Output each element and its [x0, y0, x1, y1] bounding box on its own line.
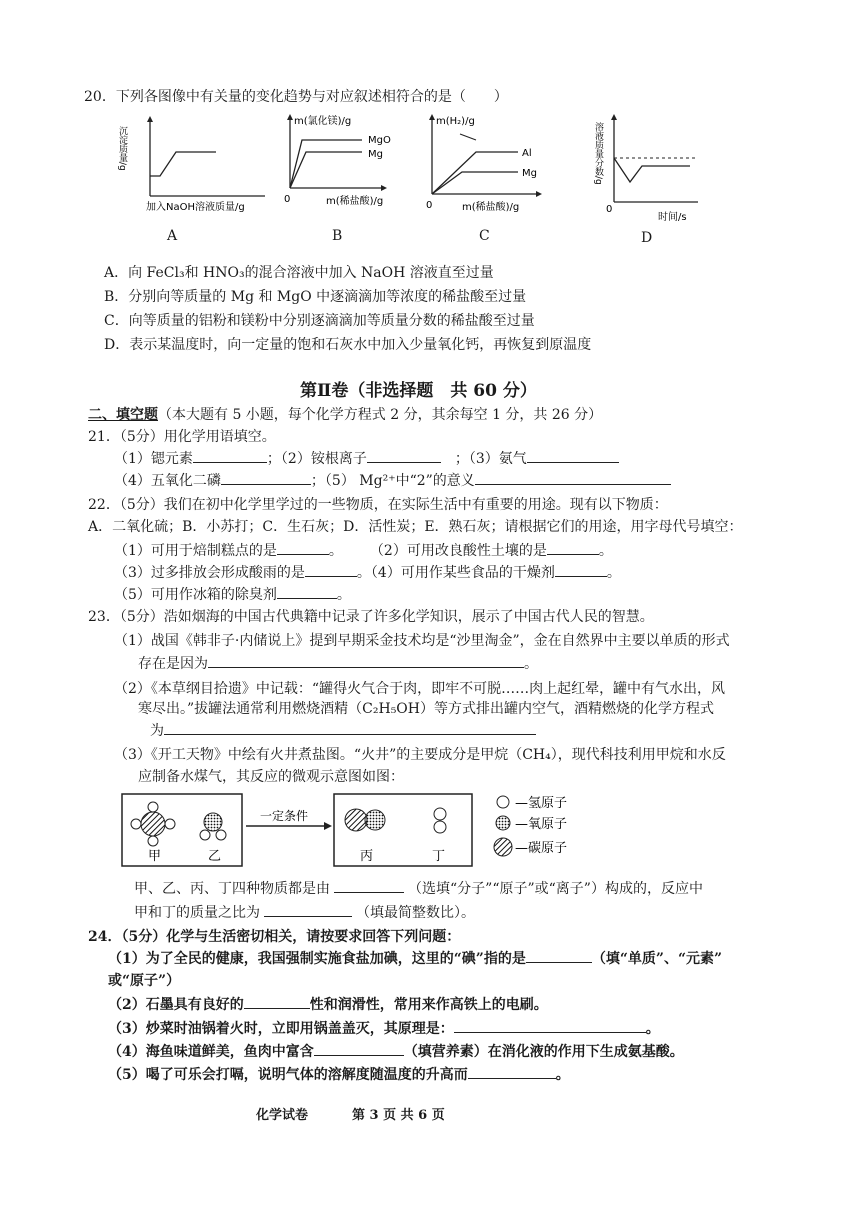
- q24-blank3[interactable]: [454, 1032, 646, 1033]
- q21-item3: ；（3）氨气: [454, 451, 527, 467]
- legend-carbon: —碳原子: [515, 841, 568, 856]
- section2-heading: [88, 404, 602, 424]
- q23-p1b: 存在是因为 。: [138, 656, 538, 672]
- graph-c-label: C: [479, 228, 490, 244]
- footer-subject: 化学试卷: [256, 1108, 309, 1123]
- q24-blank4[interactable]: [314, 1055, 404, 1056]
- q24-item4b: （填营养素）在消化液的作用下生成氨基酸。: [403, 1044, 684, 1060]
- graph-b-origin: 0: [284, 194, 291, 205]
- q23-q1a: 甲、乙、丙、丁四种物质都是由: [134, 881, 330, 897]
- q20-option-b: B．分别向等质量的 Mg 和 MgO 中逐滴滴加等浓度的稀盐酸至过量: [104, 289, 527, 305]
- graph-d-origin: 0: [606, 204, 613, 215]
- graph-a-ylabel: 沉淀质量/g: [117, 126, 127, 171]
- q23-q2a: 甲和丁的质量之比为: [134, 905, 260, 921]
- graph-d-ylabel: 溶液质量分数/g: [593, 122, 603, 185]
- q22-item1: （1）可用于焙制糕点的是: [114, 543, 277, 559]
- graph-a-xlabel: 加入NaOH溶液质量/g: [146, 202, 245, 213]
- q24-line1: [108, 948, 722, 968]
- q20-option-d: D．表示某温度时，向一定量的饱和石灰水中加入少量氧化钙，再恢复到原温度: [104, 337, 592, 353]
- footer-page: 第 3 页 共 6 页: [352, 1108, 445, 1123]
- q20-option-a: A．向 FeCl₃和 HNO₃的混合溶液中加入 NaOH 溶液直至过量: [104, 265, 494, 281]
- q23-blank3[interactable]: [334, 892, 404, 893]
- q21-line2: [114, 470, 671, 490]
- q22-blank4[interactable]: [555, 576, 607, 577]
- graph-b-xlabel: m(稀盐酸)/g: [326, 196, 384, 207]
- q24-item4: （4）海鱼味道鲜美，鱼肉中富含: [108, 1044, 314, 1060]
- q24-blank2[interactable]: [244, 1008, 310, 1009]
- q23-q2b: （填最简整数比）。: [356, 905, 475, 921]
- q24-item2: （2）石墨具有良好的: [108, 997, 244, 1013]
- q24-item3b: 。: [645, 1021, 660, 1037]
- section2-desc: （本大题有 5 小题，每个化学方程式 2 分，其余每空 1 分，共 26 分）: [158, 407, 603, 423]
- reaction-diagram: [120, 790, 610, 880]
- q23-p2a: （2）《本草纲目拾遗》中记载：“罐得火气合于肉，即牢不可脱……肉上起红晕，罐中有气水出，风: [114, 681, 726, 697]
- q24-stem: 24．（5分）化学与生活密切相关，请按要求回答下列问题：: [88, 929, 461, 945]
- q24-item1: （1）为了全民的健康，我国强制实施食盐加碘，这里的“碘”指的是: [108, 951, 526, 967]
- graph-b-ylabel: m(氯化镁)/g: [294, 116, 352, 127]
- q21-item5: ；（5） Mg²⁺中“2”的意义: [310, 473, 475, 489]
- h2-molecule: [434, 808, 446, 833]
- q23-blank2[interactable]: [164, 734, 536, 735]
- graph-b-line2: Mg: [368, 149, 383, 160]
- q20-stem: 20．下列各图像中有关量的变化趋势与对应叙述相符合的是（ ）: [84, 89, 508, 105]
- q24-item5: （5）喝了可乐会打嗝，说明气体的溶解度随温度的升高而: [108, 1067, 468, 1083]
- graph-c: [422, 112, 552, 217]
- q22-blank1[interactable]: [277, 554, 329, 555]
- q20-option-c: C．向等质量的铝粉和镁粉中分别逐滴滴加等质量分数的稀盐酸至过量: [104, 313, 535, 329]
- q23-q2: [134, 902, 475, 922]
- q21-blank2[interactable]: [367, 462, 441, 463]
- q24-item1b: （填“单质”、“元素”: [591, 951, 723, 967]
- q22-line3: （5）可用作冰箱的除臭剂 。: [114, 587, 351, 603]
- graph-d-xlabel: 时间/s: [658, 212, 687, 223]
- q23-p1a: （1）战国《韩非子·内储说上》提到早期采金技术均是“沙里淘金”，金在自然界中主要以单质的形式: [114, 633, 730, 649]
- q24-line2: [108, 994, 548, 1014]
- graph-d: [594, 112, 704, 224]
- methane-molecule: [131, 802, 175, 846]
- q22-blank5[interactable]: [277, 598, 337, 599]
- q22-line1: （1）可用于焙制糕点的是 。 （2）可用改良酸性土壤的是 。: [114, 543, 613, 559]
- q22-materials: A．二氧化硫；B．小苏打；C．生石灰；D．活性炭；E．熟石灰；请根据它们的用途，用字母代号填空：: [88, 519, 743, 535]
- legend-hydrogen: —氢原子: [515, 796, 568, 811]
- q22-item5: （5）可用作冰箱的除臭剂: [114, 587, 277, 603]
- q23-q1: [134, 878, 703, 898]
- q21-blank1[interactable]: [193, 462, 267, 463]
- graph-d-label: D: [641, 230, 653, 246]
- q23-q1b: （选填“分子”“原子”或“离子”）构成的，反应中: [408, 881, 703, 897]
- q23-p2c-text: 为: [150, 723, 164, 739]
- graph-c-origin: 0: [426, 200, 433, 211]
- q23-p2c: [150, 720, 536, 740]
- label-jia: 甲: [148, 849, 162, 864]
- graph-a: [117, 114, 270, 214]
- q23-stem: 23．（5分）浩如烟海的中国古代典籍中记录了许多化学知识，展示了中国古代人民的智慧。: [88, 609, 654, 625]
- q21-item4: （4）五氧化二磷: [114, 473, 221, 489]
- q21-blank3[interactable]: [527, 462, 619, 463]
- q24-item5b: 。: [555, 1067, 570, 1083]
- q22-blank3[interactable]: [305, 576, 357, 577]
- q23-blank4[interactable]: [264, 916, 352, 917]
- q24-blank1[interactable]: [526, 962, 592, 963]
- q24-line3: [108, 1018, 660, 1038]
- co-molecule: [345, 809, 385, 831]
- q23-p3a: （3）《开工天物》中绘有火井煮盐图。“火井”的主要成分是甲烷（CH₄），现代科技利用甲烷和水反: [114, 747, 726, 763]
- label-yi: 乙: [208, 849, 222, 864]
- graph-b: [280, 112, 410, 217]
- q24-item2b: 性和润滑性，常用来作高铁上的电刷。: [309, 997, 548, 1013]
- q21-stem: 21．（5分）用化学用语填空。: [88, 429, 276, 445]
- q24-item1c: 或“原子”）: [108, 973, 181, 989]
- q21-line1: [114, 448, 619, 468]
- q24-blank5[interactable]: [468, 1078, 556, 1079]
- q22-blank2[interactable]: [547, 554, 599, 555]
- section2-label: 二、填空题: [88, 407, 158, 423]
- q22-line2: （3）过多排放会形成酸雨的是 。（4）可用作某些食品的干燥剂 。: [114, 565, 621, 581]
- water-molecule: [200, 813, 226, 840]
- graph-c-ylabel: m(H₂)/g: [436, 116, 475, 127]
- graph-b-label: B: [332, 228, 343, 244]
- graph-a-label: A: [167, 228, 178, 244]
- q21-blank5[interactable]: [475, 484, 671, 485]
- part2-title: 第Ⅱ卷（非选择题 共 60 分）: [300, 381, 537, 401]
- q21-item1: （1）锶元素: [114, 451, 193, 467]
- q22-item2: （2）可用改良酸性土壤的是: [376, 543, 547, 559]
- q21-blank4[interactable]: [221, 484, 311, 485]
- q23-p1b-text: 存在是因为: [138, 656, 208, 672]
- q21-item2: ；（2）铵根离子: [266, 451, 367, 467]
- graph-c-xlabel: m(稀盐酸)/g: [462, 202, 520, 213]
- graph-c-line2: Mg: [522, 168, 537, 179]
- q22-item3: （3）过多排放会形成酸雨的是: [114, 565, 305, 581]
- q24-item3: （3）炒菜时油锅着火时，立即用锅盖盖灭，其原理是：: [108, 1021, 454, 1037]
- q22-item4: （4）可用作某些食品的干燥剂: [370, 565, 555, 581]
- q24-line4: [108, 1041, 684, 1061]
- q23-p2b: 寒尽出。”拔罐法通常利用燃烧酒精（C₂H₅OH）等方式排出罐内空气，酒精燃烧的化学方程式: [138, 701, 714, 717]
- q23-blank1[interactable]: [208, 667, 524, 668]
- q22-stem: 22．（5分）我们在初中化学里学过的一些物质，在实际生活中有重要的用途。现有以下物质：: [88, 497, 668, 513]
- q24-line5: [108, 1064, 570, 1084]
- arrow-label: 一定条件: [260, 809, 309, 823]
- graph-c-line1: Al: [522, 148, 532, 159]
- label-ding: 丁: [432, 849, 446, 864]
- graph-b-line1: MgO: [368, 135, 391, 146]
- label-bing: 丙: [360, 849, 374, 864]
- q23-p3b: 应制备水煤气，其反应的微观示意图如图：: [138, 769, 404, 785]
- legend-oxygen: —氧原子: [515, 817, 568, 832]
